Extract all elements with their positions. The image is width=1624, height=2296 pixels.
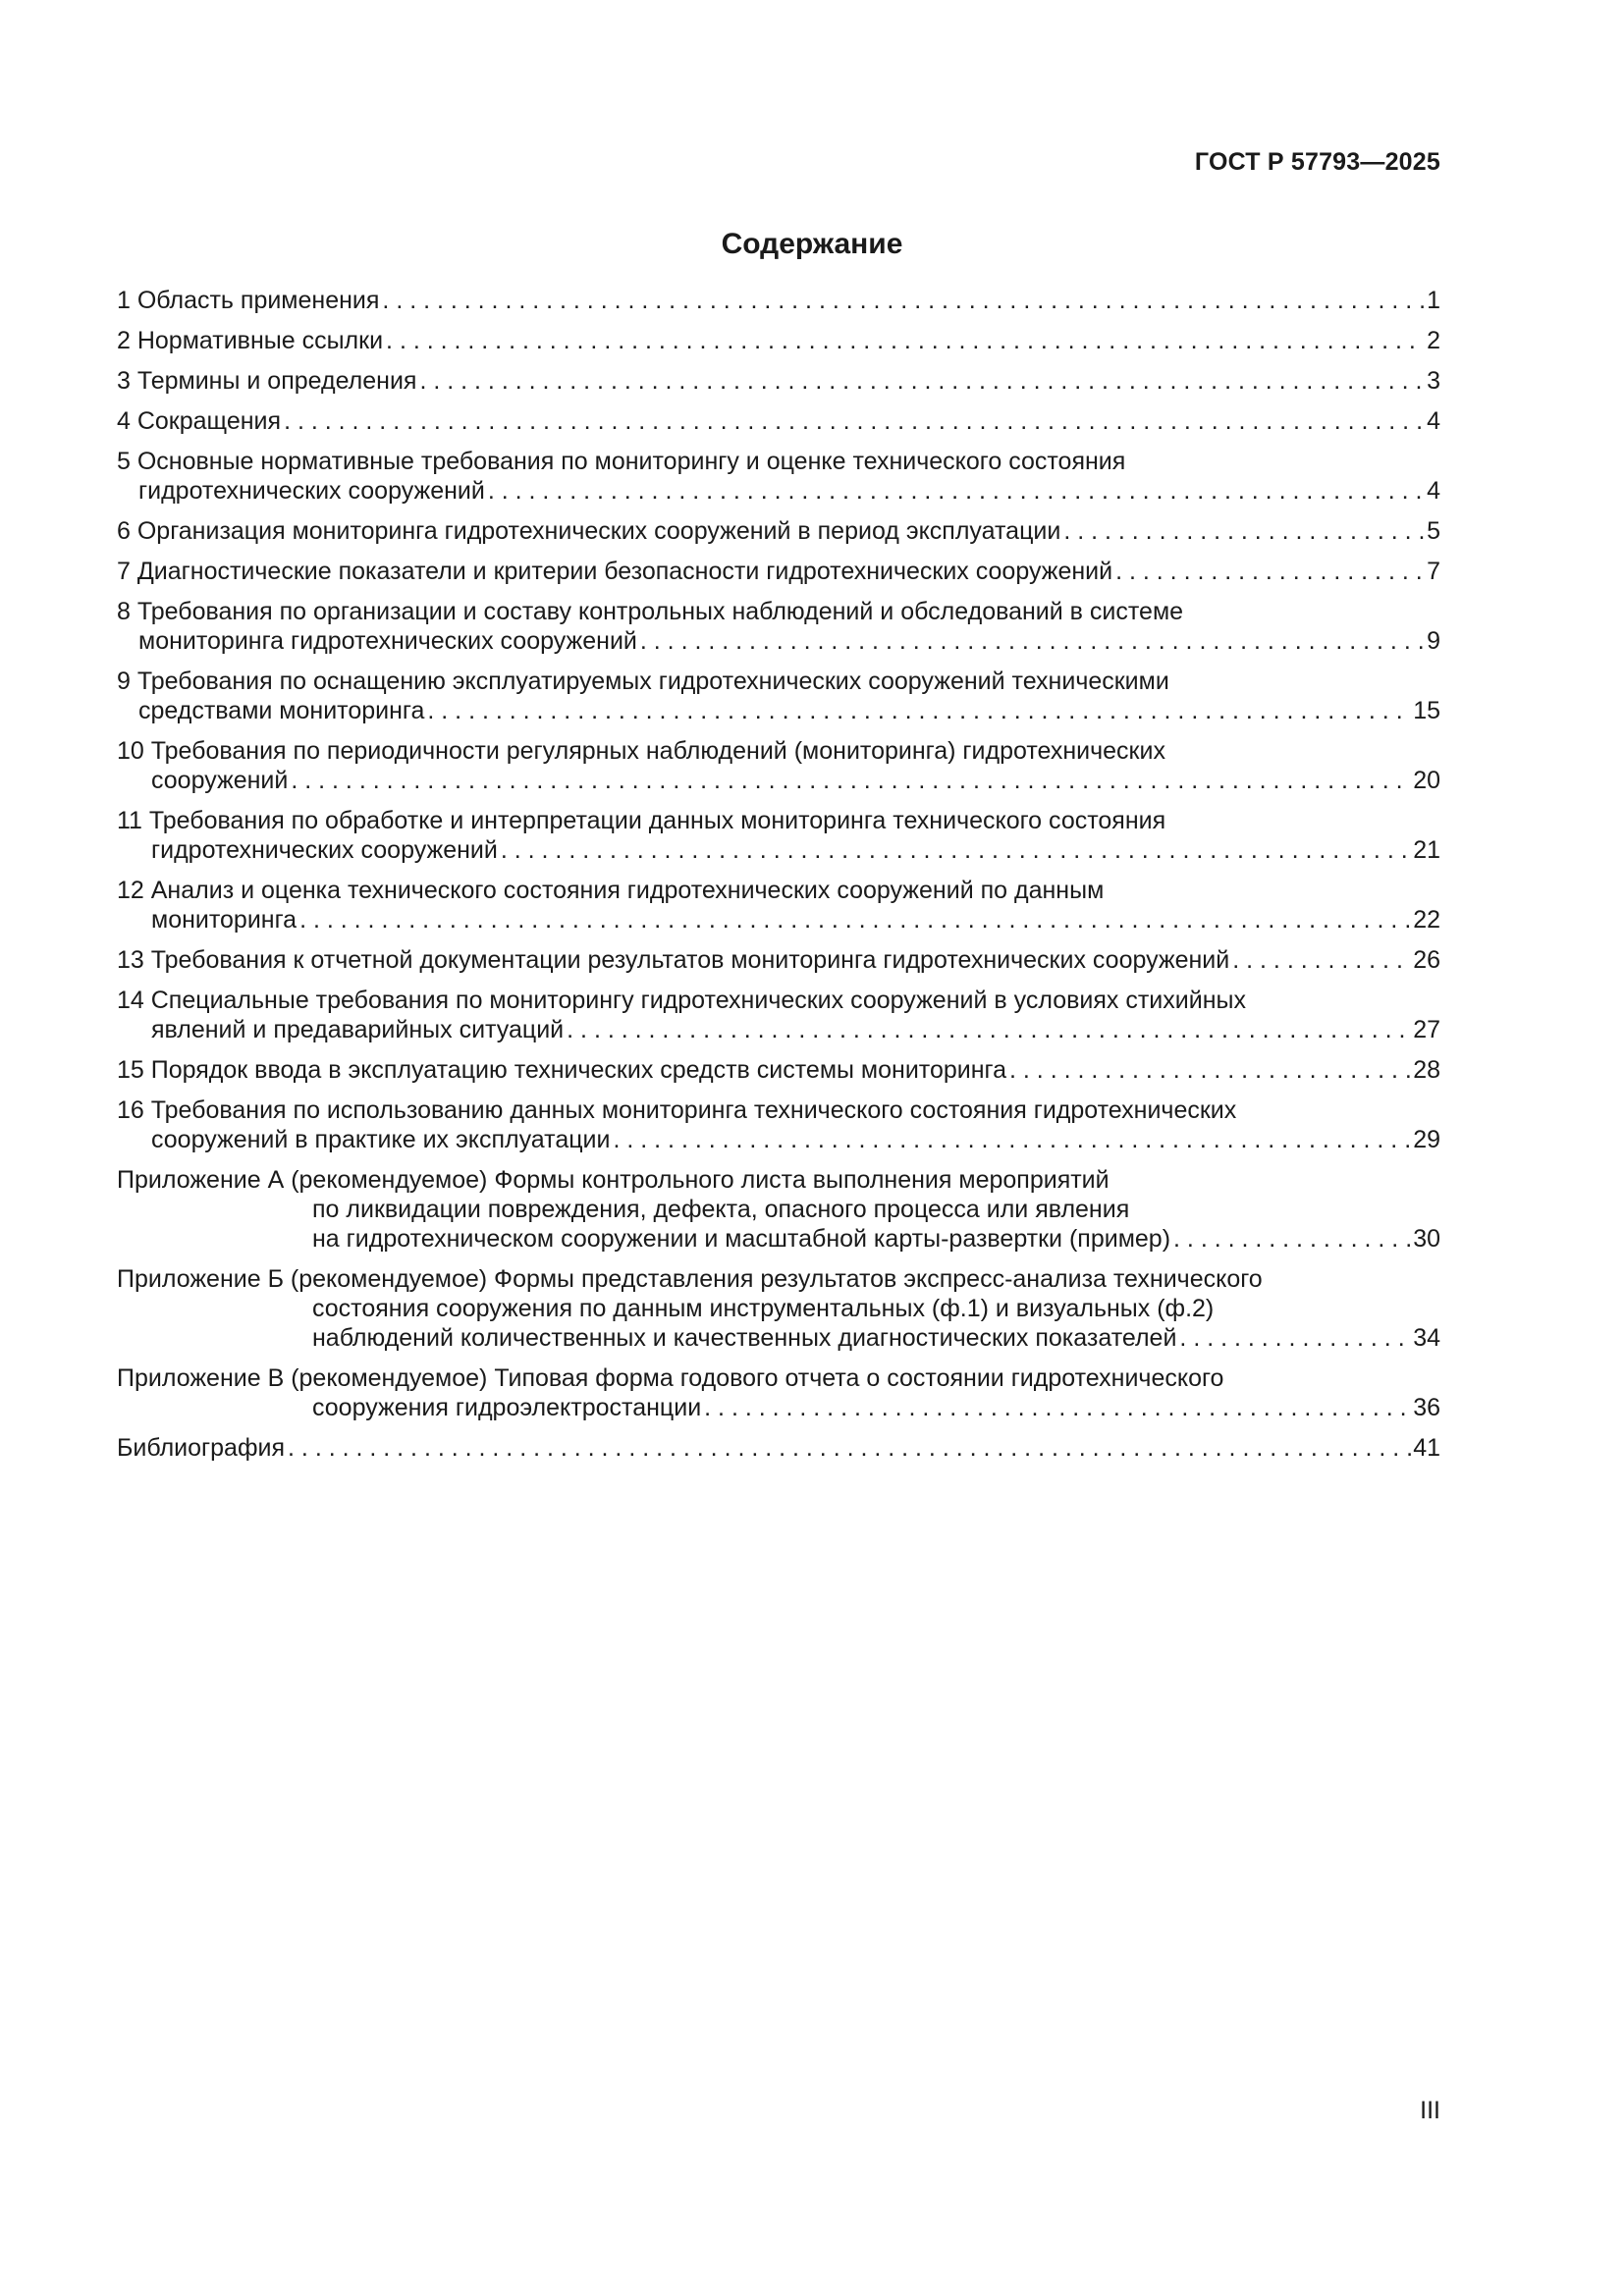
toc-entry-line: 16 Требования по использованию данных мониторинга технического состояния гидротехнических bbox=[117, 1096, 1237, 1124]
toc-entry-line: сооружения гидроэлектростанции bbox=[312, 1394, 702, 1421]
dot-leader bbox=[379, 286, 1425, 315]
toc-entry-line: 2 Нормативные ссылки bbox=[117, 327, 384, 354]
toc-entry[interactable] bbox=[117, 806, 1440, 865]
toc-entry-line: 5 Основные нормативные требования по мониторингу и оценке технического состояния bbox=[117, 448, 1126, 475]
toc-entry-line: 6 Организация мониторинга гидротехнических сооружений в период эксплуатации bbox=[117, 517, 1061, 545]
toc-entry-line: 10 Требования по периодичности регулярных наблюдений (мониторинга) гидротехнических bbox=[117, 737, 1165, 765]
toc-entry[interactable] bbox=[117, 736, 1440, 795]
toc-entry[interactable] bbox=[117, 986, 1440, 1044]
toc-entry-line: 15 Порядок ввода в эксплуатацию технических средств системы мониторинга bbox=[117, 1056, 1007, 1084]
dot-leader bbox=[637, 626, 1425, 656]
dot-leader bbox=[1170, 1224, 1411, 1254]
toc-entry-line: сооружений в практике их эксплуатации bbox=[151, 1126, 611, 1153]
toc-entry[interactable] bbox=[117, 557, 1440, 586]
toc-entry[interactable] bbox=[117, 1433, 1440, 1463]
toc-entry-line: 8 Требования по организации и составу контрольных наблюдений и обследований в системе bbox=[117, 598, 1184, 625]
toc-page-number: 4 bbox=[1427, 407, 1440, 435]
toc-page-number: 2 bbox=[1427, 327, 1440, 354]
toc-entry-line: мониторинга bbox=[151, 906, 298, 934]
dot-leader bbox=[1112, 557, 1425, 586]
toc-page-number: 1 bbox=[1427, 287, 1440, 314]
dot-leader bbox=[1229, 945, 1411, 975]
toc-entry-line: на гидротехническом сооружении и масштабной карты-развертки (пример) bbox=[312, 1225, 1171, 1253]
toc-page-number: 36 bbox=[1413, 1394, 1440, 1421]
toc-entry-line: 13 Требования к отчетной документации результатов мониторинга гидротехнических сооружений bbox=[117, 946, 1230, 974]
dot-leader bbox=[1060, 516, 1425, 546]
toc-entry-line: наблюдений количественных и качественных диагностических показателей bbox=[312, 1324, 1177, 1352]
toc-page-number: 28 bbox=[1413, 1056, 1440, 1084]
toc-entry-line: состояния сооружения по данным инструментальных (ф.1) и визуальных (ф.2) bbox=[312, 1295, 1215, 1322]
toc-entry[interactable] bbox=[117, 1363, 1440, 1422]
dot-leader bbox=[383, 326, 1425, 355]
toc-entry[interactable] bbox=[117, 1055, 1440, 1085]
toc-page-number: 30 bbox=[1413, 1225, 1440, 1253]
document-code: ГОСТ Р 57793—2025 bbox=[1194, 148, 1440, 176]
dot-leader bbox=[281, 406, 1425, 436]
toc-entry-line: мониторинга гидротехнических сооружений bbox=[138, 627, 637, 655]
toc-entry-line: 1 Область применения bbox=[117, 287, 380, 314]
toc-page-number: 29 bbox=[1413, 1126, 1440, 1153]
toc-entry[interactable] bbox=[117, 1095, 1440, 1154]
toc-entry-line: 7 Диагностические показатели и критерии безопасности гидротехнических сооружений bbox=[117, 558, 1113, 585]
toc-title: Содержание bbox=[721, 228, 903, 260]
toc-entry[interactable] bbox=[117, 326, 1440, 355]
toc-entry-line: 4 Сокращения bbox=[117, 407, 282, 435]
toc-entry-line: Приложение Б (рекомендуемое) Формы представления результатов экспресс-анализа технического bbox=[117, 1265, 1263, 1293]
toc-entry-line: по ликвидации повреждения, дефекта, опасного процесса или явления bbox=[312, 1196, 1130, 1223]
toc-entry-line: 14 Специальные требования по мониторингу гидротехнических сооружений в условиях стихийных bbox=[117, 987, 1246, 1014]
toc-entry[interactable] bbox=[117, 945, 1440, 975]
dot-leader bbox=[297, 905, 1411, 934]
page-number: III bbox=[1420, 2097, 1440, 2124]
toc-entry[interactable] bbox=[117, 597, 1440, 656]
toc-entry[interactable] bbox=[117, 406, 1440, 436]
toc-entry-line: 11 Требования по обработке и интерпретации данных мониторинга технического состояния bbox=[117, 807, 1166, 834]
dot-leader bbox=[288, 766, 1411, 795]
toc-entry-line: явлений и предаварийных ситуаций bbox=[151, 1016, 565, 1043]
toc-entry[interactable] bbox=[117, 286, 1440, 315]
toc-page-number: 22 bbox=[1413, 906, 1440, 934]
toc-entry-line: гидротехнических сооружений bbox=[138, 477, 485, 505]
toc-entry[interactable] bbox=[117, 1165, 1440, 1254]
toc-entry-line: 3 Термины и определения bbox=[117, 367, 417, 395]
dot-leader bbox=[424, 696, 1411, 725]
toc-page-number: 26 bbox=[1413, 946, 1440, 974]
toc-entry-line: Библиография bbox=[117, 1434, 286, 1462]
toc-entry[interactable] bbox=[117, 366, 1440, 396]
dot-leader bbox=[498, 835, 1411, 865]
dot-leader bbox=[564, 1015, 1411, 1044]
toc-entry-line: Приложение В (рекомендуемое) Типовая форма годового отчета о состоянии гидротехнического bbox=[117, 1364, 1224, 1392]
toc-entry[interactable] bbox=[117, 1264, 1440, 1353]
dot-leader bbox=[485, 476, 1425, 506]
toc-entry-line: 9 Требования по оснащению эксплуатируемых гидротехнических сооружений техническими bbox=[117, 667, 1169, 695]
toc-page-number: 34 bbox=[1413, 1324, 1440, 1352]
toc-entry[interactable] bbox=[117, 447, 1440, 506]
dot-leader bbox=[701, 1393, 1411, 1422]
toc-page-number: 3 bbox=[1427, 367, 1440, 395]
toc-entry[interactable] bbox=[117, 516, 1440, 546]
toc-page-number: 20 bbox=[1413, 767, 1440, 794]
toc-page-number: 4 bbox=[1427, 477, 1440, 505]
toc-entry[interactable] bbox=[117, 667, 1440, 725]
toc-page-number: 41 bbox=[1413, 1434, 1440, 1462]
toc-page-number: 27 bbox=[1413, 1016, 1440, 1043]
dot-leader bbox=[1006, 1055, 1411, 1085]
toc-entry-line: Приложение А (рекомендуемое) Формы контрольного листа выполнения мероприятий bbox=[117, 1166, 1110, 1194]
toc-page-number: 9 bbox=[1427, 627, 1440, 655]
toc-page-number: 21 bbox=[1413, 836, 1440, 864]
toc-entry-line: гидротехнических сооружений bbox=[151, 836, 498, 864]
dot-leader bbox=[1176, 1323, 1411, 1353]
dot-leader bbox=[610, 1125, 1411, 1154]
toc-page-number: 7 bbox=[1427, 558, 1440, 585]
toc-page-number: 15 bbox=[1413, 697, 1440, 724]
table-of-contents bbox=[117, 286, 1440, 1473]
toc-entry-line: 12 Анализ и оценка технического состояния гидротехнических сооружений по данным bbox=[117, 877, 1105, 904]
toc-page-number: 5 bbox=[1427, 517, 1440, 545]
toc-entry-line: средствами мониторинга bbox=[138, 697, 425, 724]
dot-leader bbox=[285, 1433, 1411, 1463]
toc-entry-line: сооружений bbox=[151, 767, 289, 794]
toc-entry[interactable] bbox=[117, 876, 1440, 934]
dot-leader bbox=[416, 366, 1425, 396]
